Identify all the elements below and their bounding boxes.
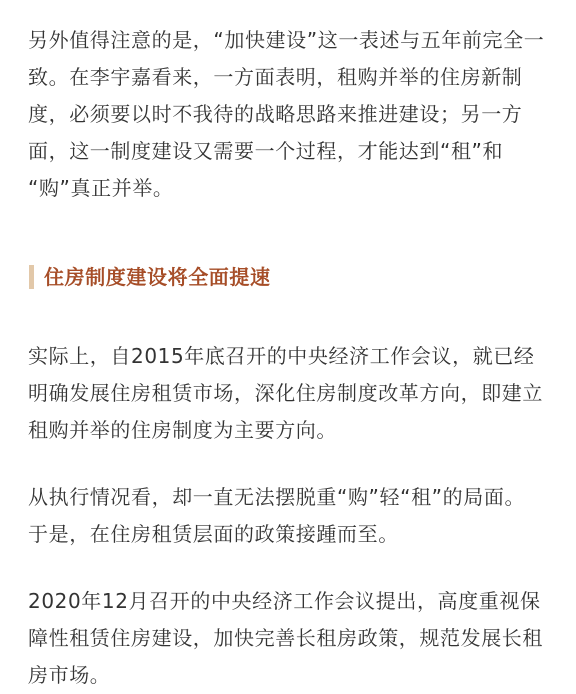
text-line: 度，必须要以时不我待的战略思路来推进建设；另一方 bbox=[28, 102, 523, 126]
text-line: 于是，在住房租赁层面的政策接踵而至。 bbox=[28, 522, 399, 546]
paragraph-1 bbox=[28, 22, 558, 207]
text-line: 实际上，自2015年底召开的中央经济工作会议，就已经 bbox=[28, 344, 535, 368]
spacer bbox=[28, 553, 558, 583]
paragraph-3 bbox=[28, 479, 558, 553]
article-body bbox=[28, 22, 558, 694]
paragraph-4 bbox=[28, 583, 558, 694]
text-line: 2020年12月召开的中央经济工作会议提出，高度重视保 bbox=[28, 589, 541, 613]
spacer bbox=[28, 290, 558, 338]
section-heading-text: 住房制度建设将全面提速 bbox=[44, 265, 271, 289]
text-line: 租购并举的住房制度为主要方向。 bbox=[28, 418, 337, 442]
text-line: 房市场。 bbox=[28, 663, 111, 687]
text-line: 障性租赁住房建设，加快完善长租房政策，规范发展长租 bbox=[28, 626, 543, 650]
text-line: 从执行情况看，却一直无法摆脱重“购”轻“租”的局面。 bbox=[28, 485, 526, 509]
text-line: 明确发展住房租赁市场，深化住房制度改革方向，即建立 bbox=[28, 381, 543, 405]
section-heading bbox=[29, 264, 558, 290]
text-line: “购”真正并举。 bbox=[28, 176, 174, 200]
text-line: 面，这一制度建设又需要一个过程，才能达到“租”和 bbox=[28, 139, 504, 163]
paragraph-2 bbox=[28, 338, 558, 449]
heading-accent-bar bbox=[29, 265, 34, 289]
text-line: 致。在李宇嘉看来，一方面表明，租购并举的住房新制 bbox=[28, 65, 523, 89]
text-line: 另外值得注意的是，“加快建设”这一表述与五年前完全一 bbox=[28, 28, 545, 52]
spacer bbox=[28, 449, 558, 479]
spacer bbox=[28, 207, 558, 264]
